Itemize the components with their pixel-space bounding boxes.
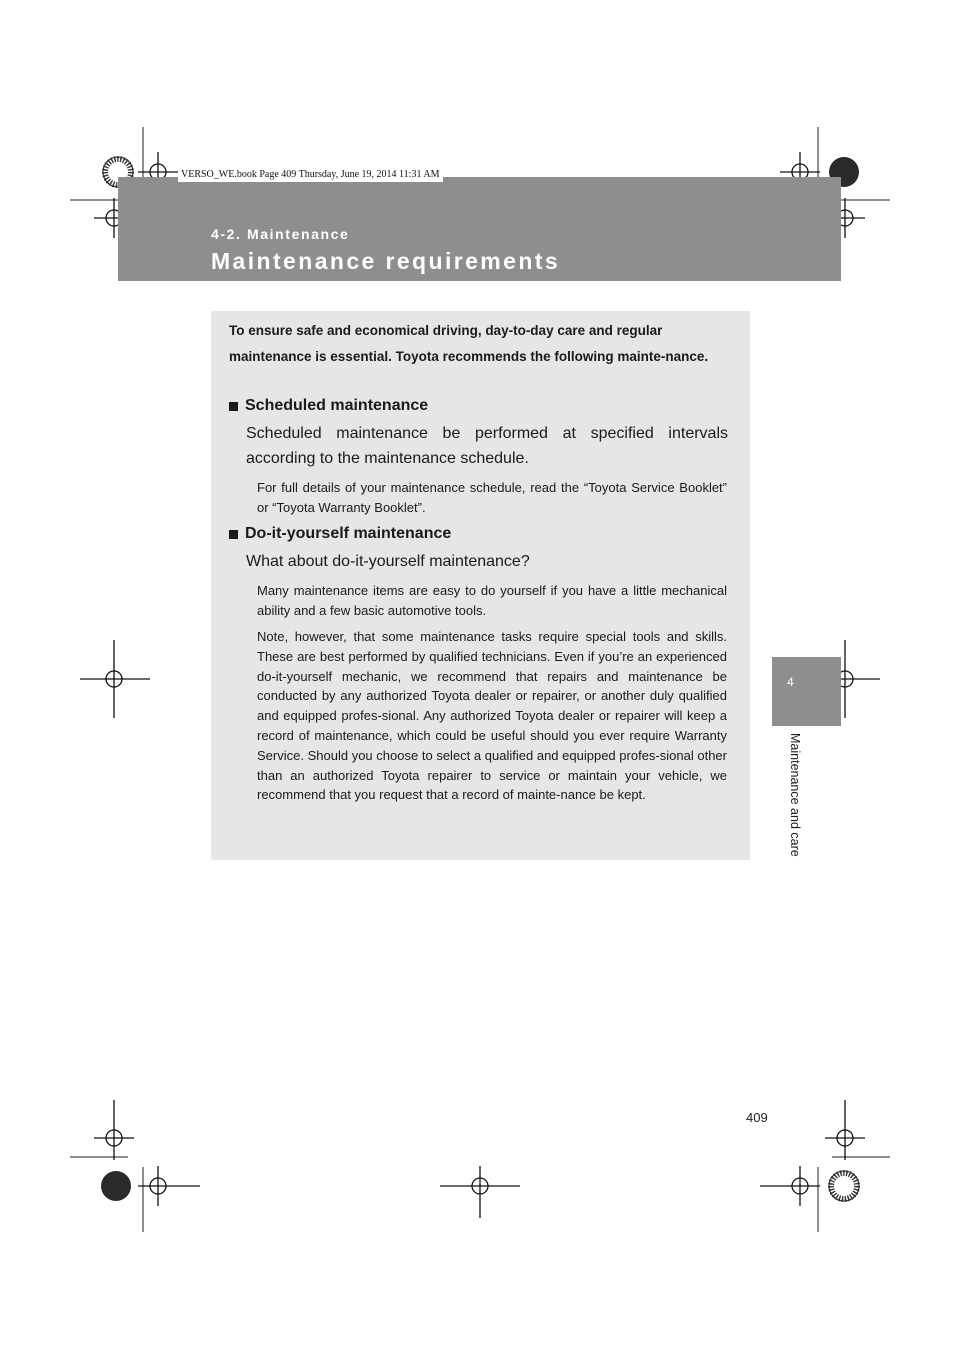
section-heading-text: Do-it-yourself maintenance — [245, 525, 452, 542]
chapter-tab — [772, 657, 841, 726]
chapter-tab-number: 4 — [787, 675, 794, 689]
bullet-square-icon — [229, 530, 238, 539]
section-lead-scheduled: Scheduled maintenance be performed at specified intervals according to the maintenance schedule. — [246, 425, 728, 467]
registration-mark-icon — [440, 1166, 520, 1218]
starburst-mark-icon — [829, 1171, 859, 1201]
registration-mark-icon — [760, 1166, 820, 1206]
bullet-square-icon — [229, 402, 238, 411]
registration-mark-icon — [80, 640, 150, 718]
page-number: 409 — [746, 1110, 768, 1125]
registration-mark-icon — [94, 1100, 134, 1160]
solid-circle-mark-icon — [101, 1171, 131, 1201]
section-note-diy-1: Many maintenance items are easy to do yourself if you have a little mechanical ability and a few basic automotive tools. — [257, 583, 727, 618]
section-heading-diy — [229, 525, 451, 543]
registration-mark-icon — [138, 1166, 200, 1206]
section-heading-text: Scheduled maintenance — [245, 397, 429, 414]
intro-paragraph: To ensure safe and economical driving, day-to-day care and regular maintenance is essential. Toyota recommends the following mainte-nance. — [229, 323, 709, 364]
print-stamp: VERSO_WE.book Page 409 Thursday, June 19, 2014 11:31 AM — [178, 167, 443, 182]
section-heading-scheduled — [229, 397, 428, 415]
chapter-tab-label: Maintenance and care — [788, 733, 802, 857]
registration-mark-icon — [825, 1100, 865, 1160]
section-lead-diy: What about do-it-yourself maintenance? — [246, 553, 530, 570]
section-note-diy-2: Note, however, that some maintenance tasks require special tools and skills. These are best performed by qualified technicians. Even if you’re an experienced do-it-yourself mechanic, we recommend that repairs and maintenance be conducted by any authorized Toyota dealer or repairer, or another duly qualified and equipped profes-sional. Any authorized Toyota dealer or repairer will keep a record of maintenance, which could be useful should you ever require Warranty Service. Should you choose to select a qualified and equipped profes-sional other than an authorized Toyota repairer to service or maintain your vehicle, we recommend that you request that a record of mainte-nance be kept. — [257, 629, 727, 803]
page-title: Maintenance requirements — [211, 248, 561, 274]
section-note-scheduled: For full details of your maintenance schedule, read the “Toyota Service Booklet” or “Toyota Warranty Booklet”. — [257, 480, 727, 515]
section-label: 4-2. Maintenance — [211, 226, 350, 242]
